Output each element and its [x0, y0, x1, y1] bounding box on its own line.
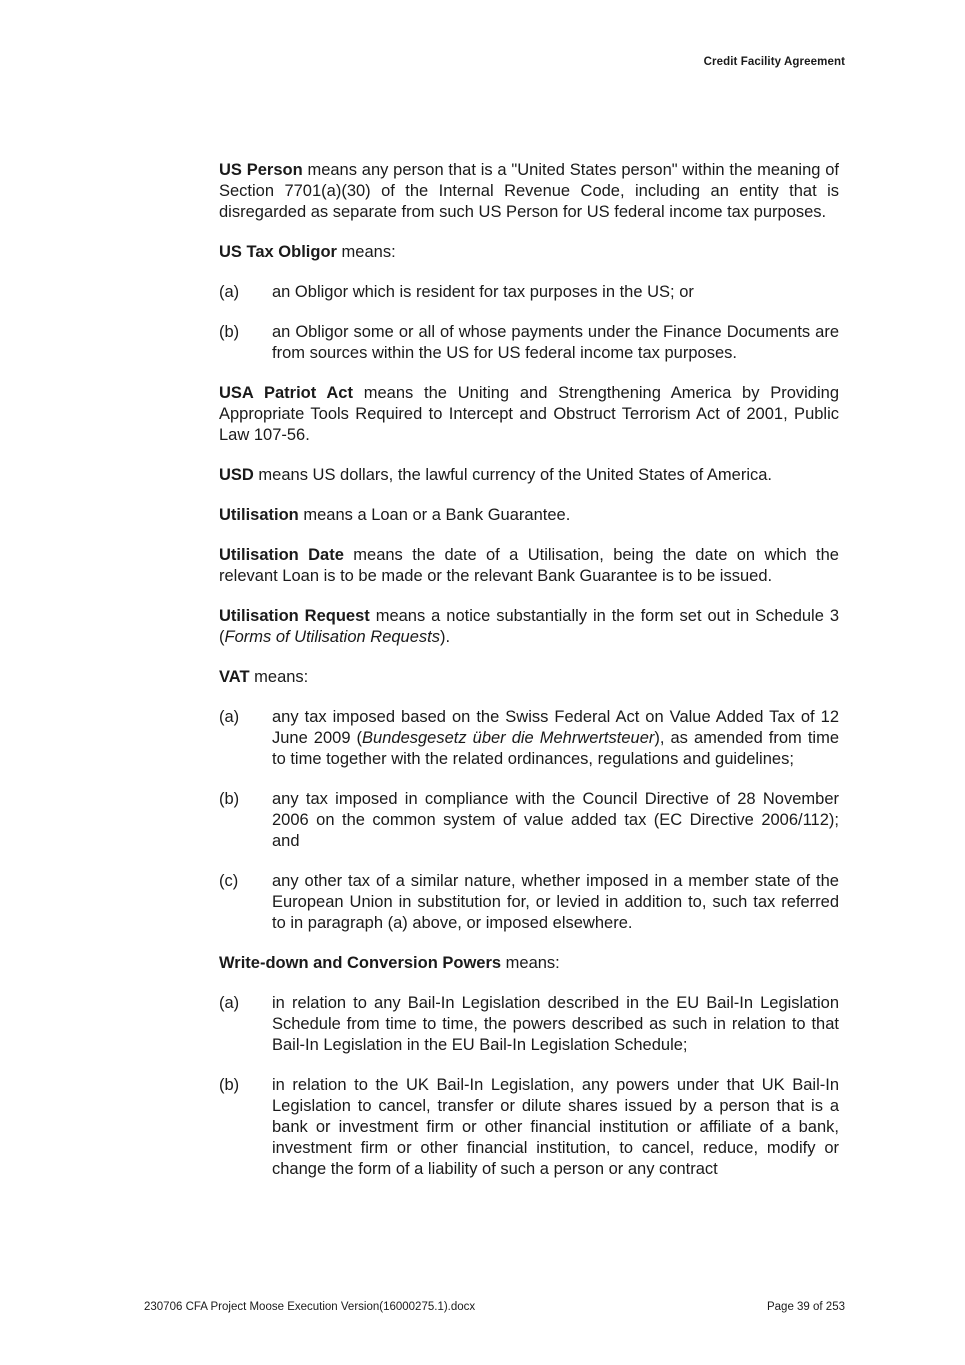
defined-term: Utilisation Request	[219, 607, 370, 625]
defined-term: US Person	[219, 161, 303, 179]
statute-name: Bundesgesetz über die Mehrwertsteuer	[362, 729, 655, 747]
list-item	[219, 322, 839, 364]
definition-text: means the date of a Utilisation, being the date on which the relevant Loan is to be made or the relevant Bank Guarantee is to be issued.	[219, 546, 839, 585]
defined-term: Write-down and Conversion Powers	[219, 954, 502, 972]
item-number: (a)	[219, 283, 240, 301]
item-text: any tax imposed in compliance with the Council Directive of 28 November 2006 on the common system of value added tax (EC Directive 2006/112); and	[272, 790, 839, 850]
defined-term: Utilisation Date	[219, 546, 344, 564]
list-item	[219, 789, 839, 852]
defined-term: US Tax Obligor	[219, 243, 337, 261]
definition-usd	[219, 465, 839, 486]
item-text-part: ), as amended from time to time together with the related ordinances, regulations and guidelines;	[272, 729, 839, 768]
definition-vat	[219, 667, 839, 688]
item-number: (b)	[219, 323, 240, 341]
item-text: in relation to the UK Bail-In Legislation, any powers under that UK Bail-In Legislation to cancel, transfer or dilute shares issued by a person that is a bank or investment firm or other financial institution or affiliate of a bank, investment firm or other financial institution, to cancel, reduce, modify or change the form of a liability of such a person or any contract	[272, 1076, 839, 1178]
item-number: (a)	[219, 708, 240, 726]
definition-text: means:	[336, 243, 396, 261]
item-text-part: any tax imposed based on the Swiss Federal Act on Value Added Tax of 12 June 2009 (	[272, 708, 839, 747]
definition-text: means:	[501, 954, 560, 972]
definition-text: means the Uniting and Strengthening America by Providing Appropriate Tools Required to Intercept and Obstruct Terrorism Act of 2001, Public Law 107-56.	[219, 384, 839, 444]
document-header-title: Credit Facility Agreement	[703, 56, 845, 68]
footer-page-number: Page 39 of 253	[766, 1301, 845, 1313]
definition-write-down	[219, 953, 839, 974]
definition-text: means:	[249, 668, 309, 686]
item-text: any other tax of a similar nature, whether imposed in a member state of the European Union in substitution for, or levied in addition to, such tax referred to in paragraph (a) above, or imposed elsewhere.	[272, 872, 839, 932]
list-item	[219, 1075, 839, 1180]
item-number: (c)	[219, 872, 239, 890]
definition-us-tax-obligor	[219, 242, 839, 263]
defined-term: Utilisation	[219, 506, 299, 524]
list-item	[219, 707, 839, 770]
item-text: an Obligor which is resident for tax purposes in the US; or	[272, 283, 694, 301]
item-number: (a)	[219, 994, 240, 1012]
list-item	[219, 871, 839, 934]
definition-text: means a Loan or a Bank Guarantee.	[298, 506, 571, 524]
item-text	[272, 707, 839, 770]
defined-term: VAT	[219, 668, 250, 686]
definition-text: means any person that is a "United States person" within the meaning of Section 7701(a)(30) of the Internal Revenue Code, including an entity that is disregarded as separate from such US Person for US federal income tax purposes.	[219, 161, 839, 221]
item-text: an Obligor some or all of whose payments under the Finance Documents are from sources within the US for US federal income tax purposes.	[272, 323, 839, 362]
list-item	[219, 282, 839, 303]
item-text: in relation to any Bail-In Legislation described in the EU Bail-In Legislation Schedule from time to time, the powers described as such in relation to that Bail-In Legislation in the EU Bail-In Legislation Schedule;	[272, 994, 839, 1054]
item-number: (b)	[219, 1076, 240, 1094]
defined-term: USA Patriot Act	[219, 384, 353, 402]
schedule-reference: Forms of Utilisation Requests	[224, 628, 440, 646]
list-item	[219, 993, 839, 1056]
definition-us-person	[219, 160, 839, 223]
definition-utilisation-request	[219, 606, 839, 648]
definition-text: means a notice substantially in the form set out in Schedule 3 (	[219, 607, 839, 646]
defined-term: USD	[219, 466, 254, 484]
definition-utilisation	[219, 505, 839, 526]
definition-usa-patriot-act	[219, 383, 839, 446]
definition-text: ).	[440, 628, 451, 646]
item-number: (b)	[219, 790, 240, 808]
footer-filename: 230706 CFA Project Moose Execution Version(16000275.1).docx	[144, 1301, 476, 1313]
definition-text: means US dollars, the lawful currency of the United States of America.	[253, 466, 772, 484]
definition-utilisation-date	[219, 545, 839, 587]
document-body	[219, 160, 839, 1199]
